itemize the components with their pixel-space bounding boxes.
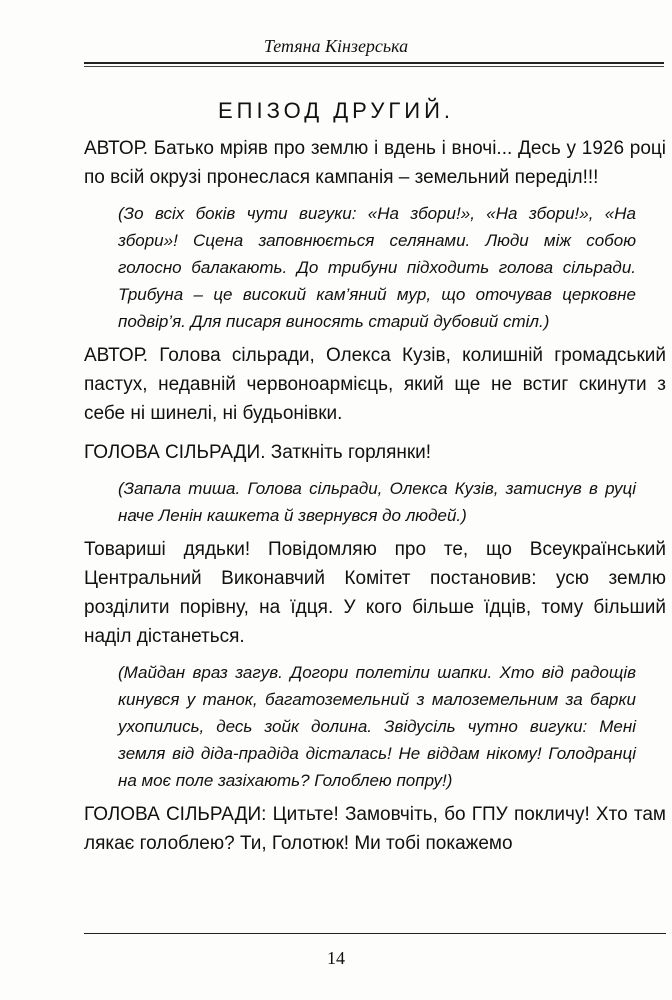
header-rule — [84, 62, 664, 64]
footer-rule — [84, 933, 666, 934]
author-line-2: АВТОР. Голова сільради, Олекса Кузів, колишній громадський пастух, недавній червоноармієць, який ще не встиг скинути з себе ні шинелі, ні будьонівки. — [84, 345, 666, 424]
header-rule-thin — [84, 66, 664, 67]
chairman-line-2: ГОЛОВА СІЛЬРАДИ: Цитьте! Замовчіть, бо ГПУ покличу! Хто там лякає голоблею? Ти, Голотюк! Ми тобі покажемо — [84, 804, 666, 854]
page-body — [84, 134, 666, 858]
author-line-1: АВТОР. Батько мріяв про землю і вдень і вночі... Десь у 1926 році по всій окрузі пронеслася кампанія – земельний переділ!!! — [84, 138, 666, 188]
running-title: Тетяна Кінзерська — [263, 36, 409, 56]
stage-direction-2: (Запала тиша. Голова сільради, Олекса Кузів, затиснув в руці наче Ленін кашкета й звернувся до людей.) — [118, 479, 636, 525]
stage-direction-3: (Майдан враз загув. Догори полетіли шапки. Хто від радощів кинувся у танок, багатоземельний з малоземельним за барки ухопились, десь зойк долина. Звідусіль чутно вигуки: Мені земля від діда-прадіда дісталась! Не віддам нікому! Голодранці на моє поле зазіхають? Голоблею попру!) — [118, 663, 636, 790]
page-number: 14 — [327, 948, 345, 968]
episode-title: ЕПІЗОД ДРУГИЙ. — [218, 98, 454, 123]
chairman-speech: Товариші дядьки! Повідомляю про те, що Всеукраїнський Центральний Виконавчий Комітет постановив: усю землю розділити порівну, на їдця. У кого більше їдців, тому більший наділ дістанеться. — [84, 539, 666, 647]
chairman-line-1: ГОЛОВА СІЛЬРАДИ. Заткніть горлянки! — [84, 442, 432, 463]
stage-direction-1: (Зо всіх боків чути вигуки: «На збори!», «На збори!», «На збори»! Сцена заповнюється селянами. Люди між собою голосно балакають. До трибуни підходить голова сільради. Трибуна – це високий кам’яний мур, що оточував церковне подвір’я. Для писаря виносять старий дубовий стіл.) — [118, 204, 636, 331]
